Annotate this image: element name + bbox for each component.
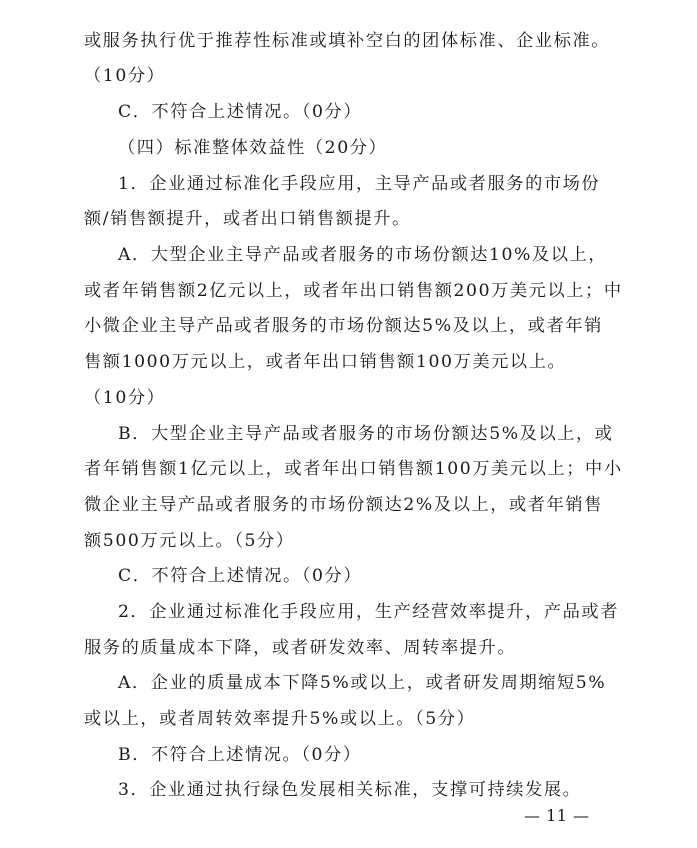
text-line: 小微企业主导产品或者服务的市场份额达5%及以上，或者年销 [84, 316, 603, 336]
text-line: C．不符合上述情况。（0分） [118, 566, 363, 586]
text-line: 微企业主导产品或者服务的市场份额达2%及以上，或者年销售 [84, 495, 603, 515]
text-line: 2．企业通过标准化手段应用，生产经营效率提升，产品或者 [118, 602, 620, 622]
text-line: 3．企业通过执行绿色发展相关标准，支撑可持续发展。 [118, 780, 582, 800]
text-line: A．企业的质量成本下降5%或以上，或者研发周期缩短5% [118, 673, 607, 693]
text-line: 或服务执行优于推荐性标准或填补空白的团体标准、企业标准。 [84, 31, 611, 51]
text-line: C．不符合上述情况。（0分） [118, 102, 363, 122]
text-line: 或以上，或者周转效率提升5%或以上。（5分） [84, 709, 476, 729]
text-line: （10分） [84, 66, 166, 86]
text-line: 或者年销售额2亿元以上，或者年出口销售额200万美元以上；中 [84, 281, 623, 301]
text-line: A．大型企业主导产品或者服务的市场份额达10%及以上， [118, 245, 608, 265]
text-line: 1．企业通过标准化手段应用，主导产品或者服务的市场份 [118, 174, 601, 194]
text-line: （10分） [84, 388, 166, 408]
section-heading: （四）标准整体效益性（20分） [118, 138, 388, 158]
text-line: 服务的质量成本下降，或者研发效率、周转率提升。 [84, 638, 517, 658]
text-line: 者年销售额1亿元以上，或者年出口销售额100万美元以上；中小 [84, 459, 623, 479]
text-line: B．不符合上述情况。（0分） [118, 745, 362, 765]
text-line: 售额1000万元以上，或者年出口销售额100万美元以上。 [84, 352, 567, 372]
page-number: — 11 — [524, 806, 590, 825]
text-line: B．大型企业主导产品或者服务的市场份额达5%及以上，或 [118, 424, 614, 444]
text-line: 额/销售额提升，或者出口销售额提升。 [84, 209, 411, 229]
text-line: 额500万元以上。（5分） [84, 531, 295, 551]
